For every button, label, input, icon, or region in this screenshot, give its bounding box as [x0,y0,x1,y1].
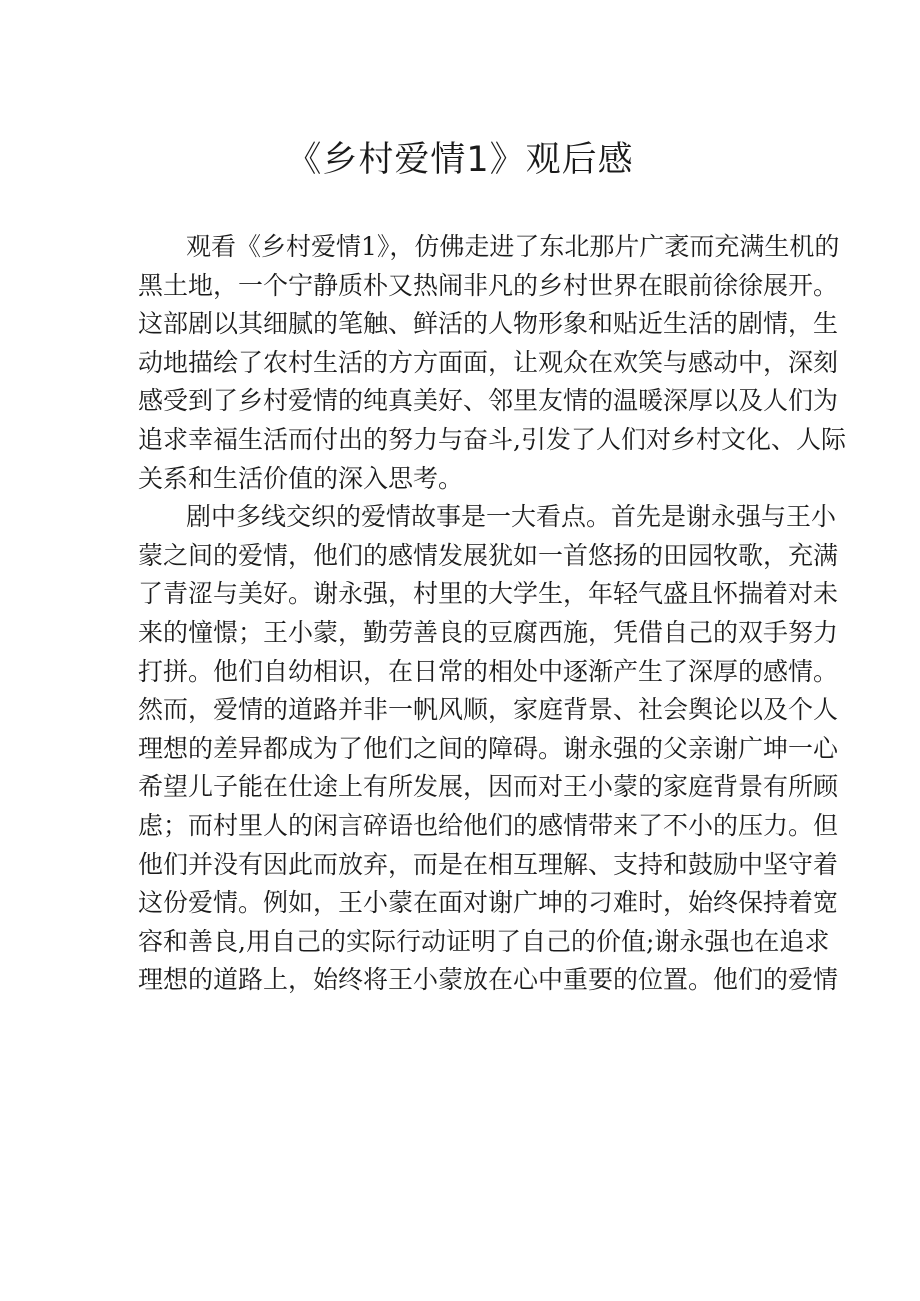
paragraph-line: 希望儿子能在仕途上有所发展，因而对王小蒙的家庭背景有所顾 [138,772,839,802]
paragraph-line: 了青涩与美好。谢永强，村里的大学生，年轻气盛且怀揣着对未 [138,579,839,609]
paragraph-line: 虑；而村里人的闲言碎语也给他们的感情带来了不小的压力。但 [138,810,839,840]
document-title: 《乡村爱情1》观后感 [286,140,634,180]
paragraph-line: 剧中多线交织的爱情故事是一大看点。首先是谢永强与王小 [186,502,837,532]
paragraph-line: 蒙之间的爱情，他们的感情发展犹如一首悠扬的田园牧歌，充满 [138,540,839,570]
paragraph-line: 关系和生活价值的深入思考。 [138,463,464,493]
paragraph-line: 这部剧以其细腻的笔触、鲜活的人物形象和贴近生活的剧情，生 [138,309,839,339]
paragraph-line: 打拼。他们自幼相识，在日常的相处中逐渐产生了深厚的感情。 [138,656,839,686]
paragraph-line: 追求幸福生活而付出的努力与奋斗,引发了人们对乡村文化、人际 [138,424,846,454]
paragraph-line: 观看《乡村爱情1》，仿佛走进了东北那片广袤而充满生机的 [186,232,840,261]
paragraph-line: 然而，爱情的道路并非一帆风顺，家庭背景、社会舆论以及个人 [138,695,839,725]
paragraph-line: 理想的差异都成为了他们之间的障碍。谢永强的父亲谢广坤一心 [138,733,839,763]
paragraph-line: 感受到了乡村爱情的纯真美好、邻里友情的温暖深厚以及人们为 [138,386,839,416]
paragraph-line: 动地描绘了农村生活的方方面面，让观众在欢笑与感动中，深刻 [138,347,839,377]
paragraph-line: 这份爱情。例如，王小蒙在面对谢广坤的刁难时，始终保持着宽 [138,888,839,918]
paragraph-line: 容和善良,用自己的实际行动证明了自己的价值;谢永强也在追求 [138,926,830,956]
paragraph-line: 黑土地，一个宁静质朴又热闹非凡的乡村世界在眼前徐徐展开。 [138,270,839,300]
paragraph-line: 来的憧憬；王小蒙，勤劳善良的豆腐西施，凭借自己的双手努力 [138,617,839,647]
paragraph-line: 他们并没有因此而放弃，而是在相互理解、支持和鼓励中坚守着 [138,849,839,879]
paragraph-line: 理想的道路上，始终将王小蒙放在心中重要的位置。他们的爱情 [138,965,839,995]
document-body [138,228,846,1000]
